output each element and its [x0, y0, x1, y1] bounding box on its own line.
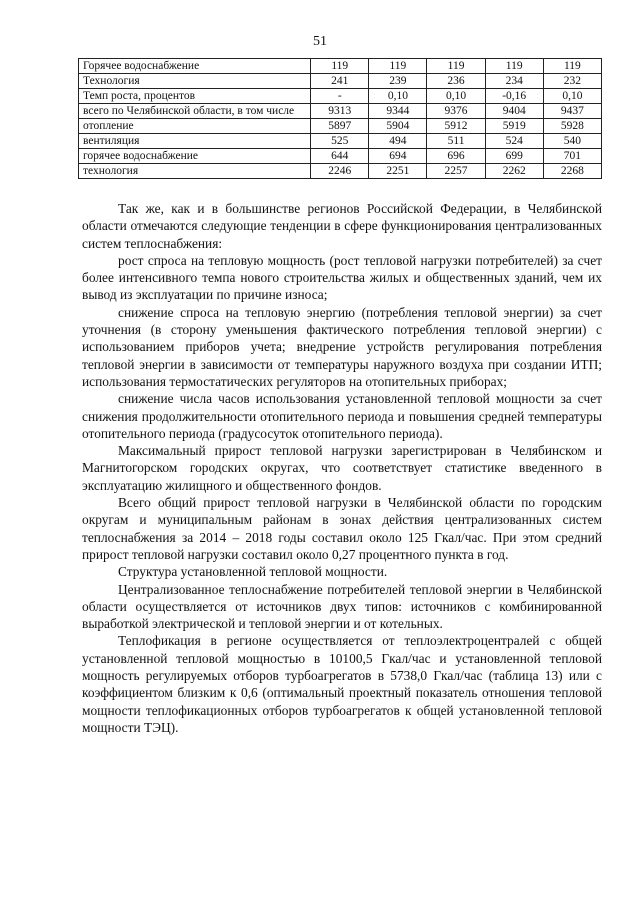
document-body	[82, 200, 602, 736]
table-cell: 232	[543, 74, 601, 89]
paragraph: Теплофикация в регионе осуществляется от теплоэлектроцентралей с общей установленной тепловой мощностью в 10100,5 Гкал/час и установленной тепловой мощность регулируемых отборов турбоагрегатов в 5738,0 Гкал/час (таблица 13) или с коэффициентом близким к 0,6 (оптимальный проектный показатель отношения тепловой мощности теплофикационных отборов турбоагрегатов к общей установленной тепловой мощности ТЭЦ).	[82, 633, 602, 735]
table-cell: 119	[485, 59, 543, 74]
table-row	[79, 104, 602, 119]
table-cell: 5897	[311, 119, 369, 134]
table-cell: 2257	[427, 164, 485, 179]
table-row	[79, 149, 602, 164]
table-cell: -	[311, 89, 369, 104]
table-cell: 0,10	[369, 89, 427, 104]
table-cell: 644	[311, 149, 369, 164]
table-cell: 511	[427, 134, 485, 149]
paragraph: Централизованное теплоснабжение потребителей тепловой энергии в Челябинской области осуществляется от источников двух типов: источников с комбинированной выработкой электрической и тепловой энергии и от котельных.	[82, 581, 602, 632]
table-row	[79, 89, 602, 104]
table-cell: 2251	[369, 164, 427, 179]
paragraph: рост спроса на тепловую мощность (рост тепловой нагрузки потребителей) за счет более интенсивного темпа нового строительства жилых и общественных зданий, чем их вывод из эксплуатации по причине износа;	[82, 252, 602, 303]
table-cell: 0,10	[427, 89, 485, 104]
paragraph: снижение спроса на тепловую энергию (потребления тепловой энергии) за счет уточнения (в сторону уменьшения фактического потребления тепловой энергии) с использованием приборов учета; внедрение устройств регулирования потребления тепловой энергии в зависимости от температуры наружного воздуха при создании ИТП; использования термостатических регуляторов на отопительных приборах;	[82, 304, 602, 389]
paragraph: Всего общий прирост тепловой нагрузки в Челябинской области по городским округам и муниципальным районам в зонах действия централизованных систем теплоснабжения за 2014 – 2018 годы составил около 125 Гкал/час. При этом средний прирост тепловой нагрузки составил около 0,27 процентного пункта в год.	[82, 495, 602, 562]
table-cell: 699	[485, 149, 543, 164]
table-cell: 119	[543, 59, 601, 74]
row-label: отопление	[79, 119, 311, 134]
row-label: Технология	[79, 74, 311, 89]
table-cell: -0,16	[485, 89, 543, 104]
table-cell: 9376	[427, 104, 485, 119]
table-cell: 234	[485, 74, 543, 89]
table-cell: 2246	[311, 164, 369, 179]
row-label: Горячее водоснабжение	[79, 59, 311, 74]
table-row	[79, 164, 602, 179]
table-row	[79, 119, 602, 134]
page-number: 51	[313, 34, 327, 49]
table-cell: 540	[543, 134, 601, 149]
table-cell: 9437	[543, 104, 601, 119]
table-cell: 494	[369, 134, 427, 149]
table-cell: 701	[543, 149, 601, 164]
paragraph: Так же, как и в большинстве регионов Российской Федерации, в Челябинской области отмечаются следующие тенденции в сфере функционирования централизованных систем теплоснабжения:	[82, 201, 602, 251]
table-cell: 5912	[427, 119, 485, 134]
table-cell: 0,10	[543, 89, 601, 104]
table-cell: 694	[369, 149, 427, 164]
table-cell: 696	[427, 149, 485, 164]
paragraph: Максимальный прирост тепловой нагрузки зарегистрирован в Челябинском и Магнитогорском городских округах, что соответствует статистике введенного в эксплуатацию жилищного и общественного фондов.	[82, 443, 602, 493]
row-label: вентиляция	[79, 134, 311, 149]
paragraph: снижение числа часов использования установленной тепловой мощности за счет снижения продолжительности отопительного периода и повышения средней температуры отопительного периода (градусосуток отопительного периода).	[82, 391, 602, 441]
row-label: всего по Челябинской области, в том числе	[79, 104, 311, 119]
row-label: технология	[79, 164, 311, 179]
table-cell: 236	[427, 74, 485, 89]
table-cell: 2262	[485, 164, 543, 179]
table-cell: 9404	[485, 104, 543, 119]
table-cell: 119	[427, 59, 485, 74]
row-label: Темп роста, процентов	[79, 89, 311, 104]
table-cell: 524	[485, 134, 543, 149]
table-cell: 239	[369, 74, 427, 89]
table-cell: 9313	[311, 104, 369, 119]
table-cell: 5919	[485, 119, 543, 134]
table-cell: 119	[369, 59, 427, 74]
table-cell: 2268	[543, 164, 601, 179]
table-cell: 9344	[369, 104, 427, 119]
table-row	[79, 134, 602, 149]
table-cell: 119	[311, 59, 369, 74]
heat-load-table	[78, 58, 602, 179]
table-cell: 5928	[543, 119, 601, 134]
row-label: горячее водоснабжение	[79, 149, 311, 164]
section-heading: Структура установленной тепловой мощности.	[118, 564, 388, 580]
table-cell: 241	[311, 74, 369, 89]
table-cell: 525	[311, 134, 369, 149]
table-cell: 5904	[369, 119, 427, 134]
table-row	[79, 59, 602, 74]
table-row	[79, 74, 602, 89]
